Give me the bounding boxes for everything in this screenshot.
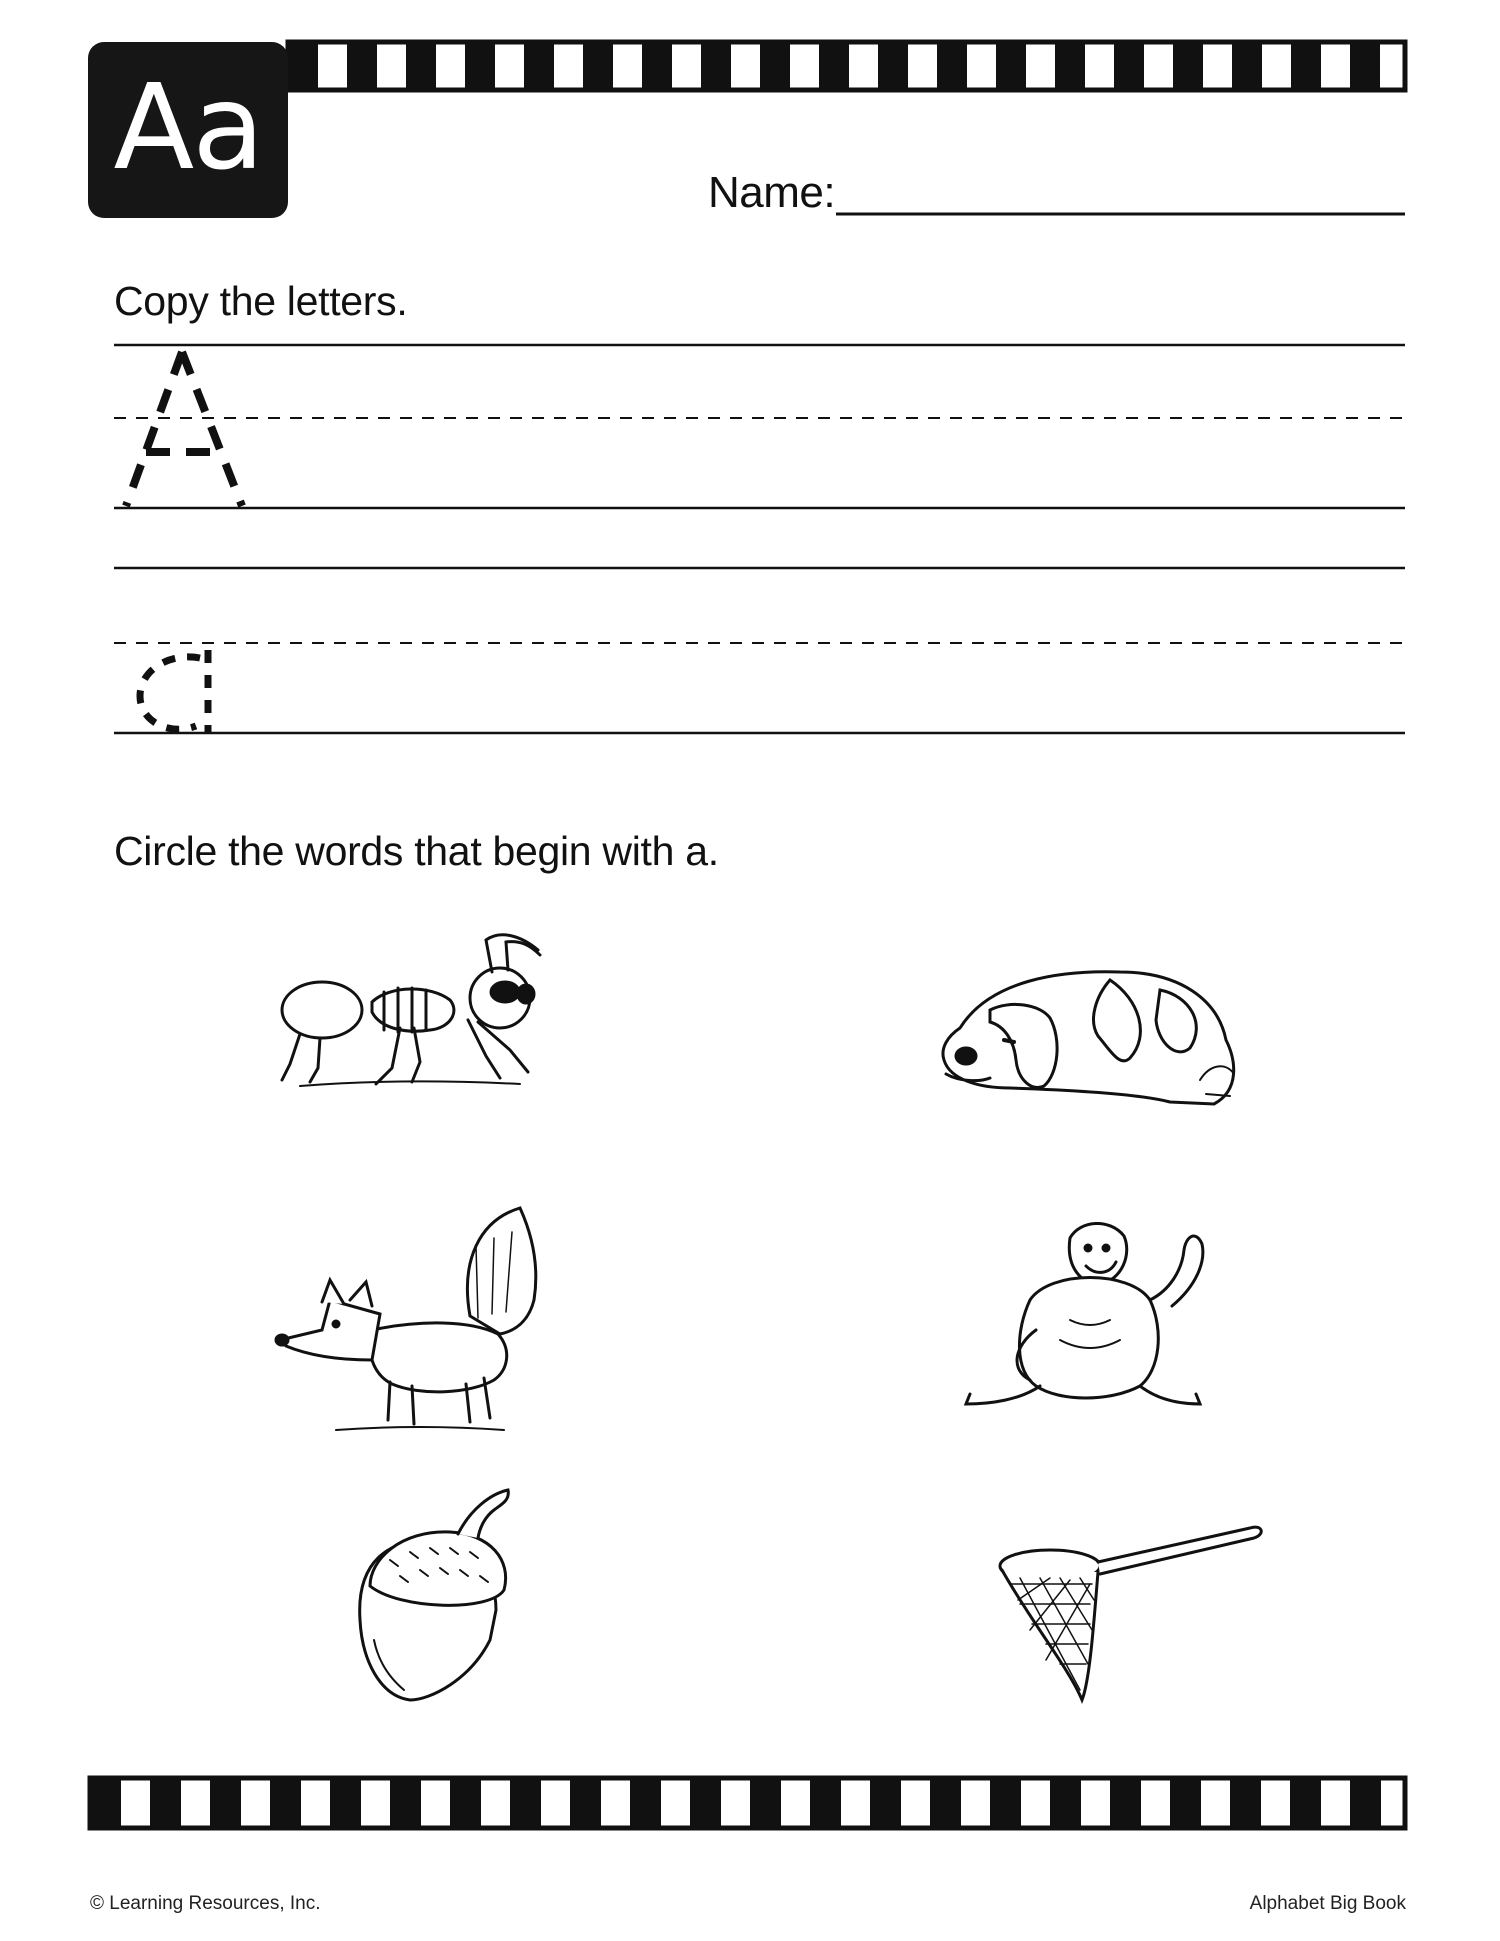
border-check [570, 1778, 601, 1828]
border-check [90, 1778, 121, 1828]
border-check [810, 1778, 841, 1828]
border-check [701, 42, 731, 90]
border-check [878, 42, 908, 90]
border-check [1055, 42, 1085, 90]
border-check [1350, 1778, 1381, 1828]
net-picture[interactable] [1000, 1527, 1261, 1700]
border-check [1050, 1778, 1081, 1828]
border-check [1291, 42, 1321, 90]
border-check [1173, 42, 1203, 90]
border-check [1232, 42, 1262, 90]
border-check [390, 1778, 421, 1828]
border-check [996, 42, 1026, 90]
border-check [1110, 1778, 1141, 1828]
border-check [1230, 1778, 1261, 1828]
border-check [630, 1778, 661, 1828]
letter-badge-text: Aa [113, 58, 263, 196]
border-check [406, 42, 436, 90]
border-check [990, 1778, 1021, 1828]
circle-instruction: Circle the words that begin with a. [114, 828, 719, 874]
writing-lines-lower [114, 568, 1405, 733]
border-check [150, 1778, 181, 1828]
border-check [270, 1778, 301, 1828]
letter-badge [88, 42, 288, 218]
border-check [1170, 1778, 1201, 1828]
border-check [930, 1778, 961, 1828]
border-check [524, 42, 554, 90]
footer-copyright: © Learning Resources, Inc. [90, 1893, 321, 1914]
name-label: Name: [708, 168, 836, 217]
border-check [465, 42, 495, 90]
dog-picture[interactable] [943, 972, 1234, 1104]
trace-uppercase-a [126, 352, 242, 506]
top-checkered-border [288, 42, 1405, 90]
ant-picture[interactable] [282, 935, 540, 1086]
border-check [510, 1778, 541, 1828]
border-check [870, 1778, 901, 1828]
border-check [347, 42, 377, 90]
border-check [583, 42, 613, 90]
border-check [1114, 42, 1144, 90]
bottom-checkered-border [90, 1778, 1405, 1828]
copy-instruction: Copy the letters. [114, 278, 408, 324]
fox-picture[interactable] [276, 1208, 536, 1430]
border-check [690, 1778, 721, 1828]
border-check [288, 42, 318, 90]
trace-lowercase-a [140, 650, 208, 733]
border-check [330, 1778, 361, 1828]
footer-book-title: Alphabet Big Book [1249, 1893, 1406, 1914]
border-check [642, 42, 672, 90]
border-check [210, 1778, 241, 1828]
acorn-picture[interactable] [360, 1490, 509, 1700]
border-check [750, 1778, 781, 1828]
border-check [760, 42, 790, 90]
gorilla-picture[interactable] [966, 1223, 1203, 1404]
border-check [819, 42, 849, 90]
border-check [937, 42, 967, 90]
border-check [450, 1778, 481, 1828]
border-check [1350, 42, 1380, 90]
writing-lines-upper [114, 345, 1405, 508]
border-check [1290, 1778, 1321, 1828]
